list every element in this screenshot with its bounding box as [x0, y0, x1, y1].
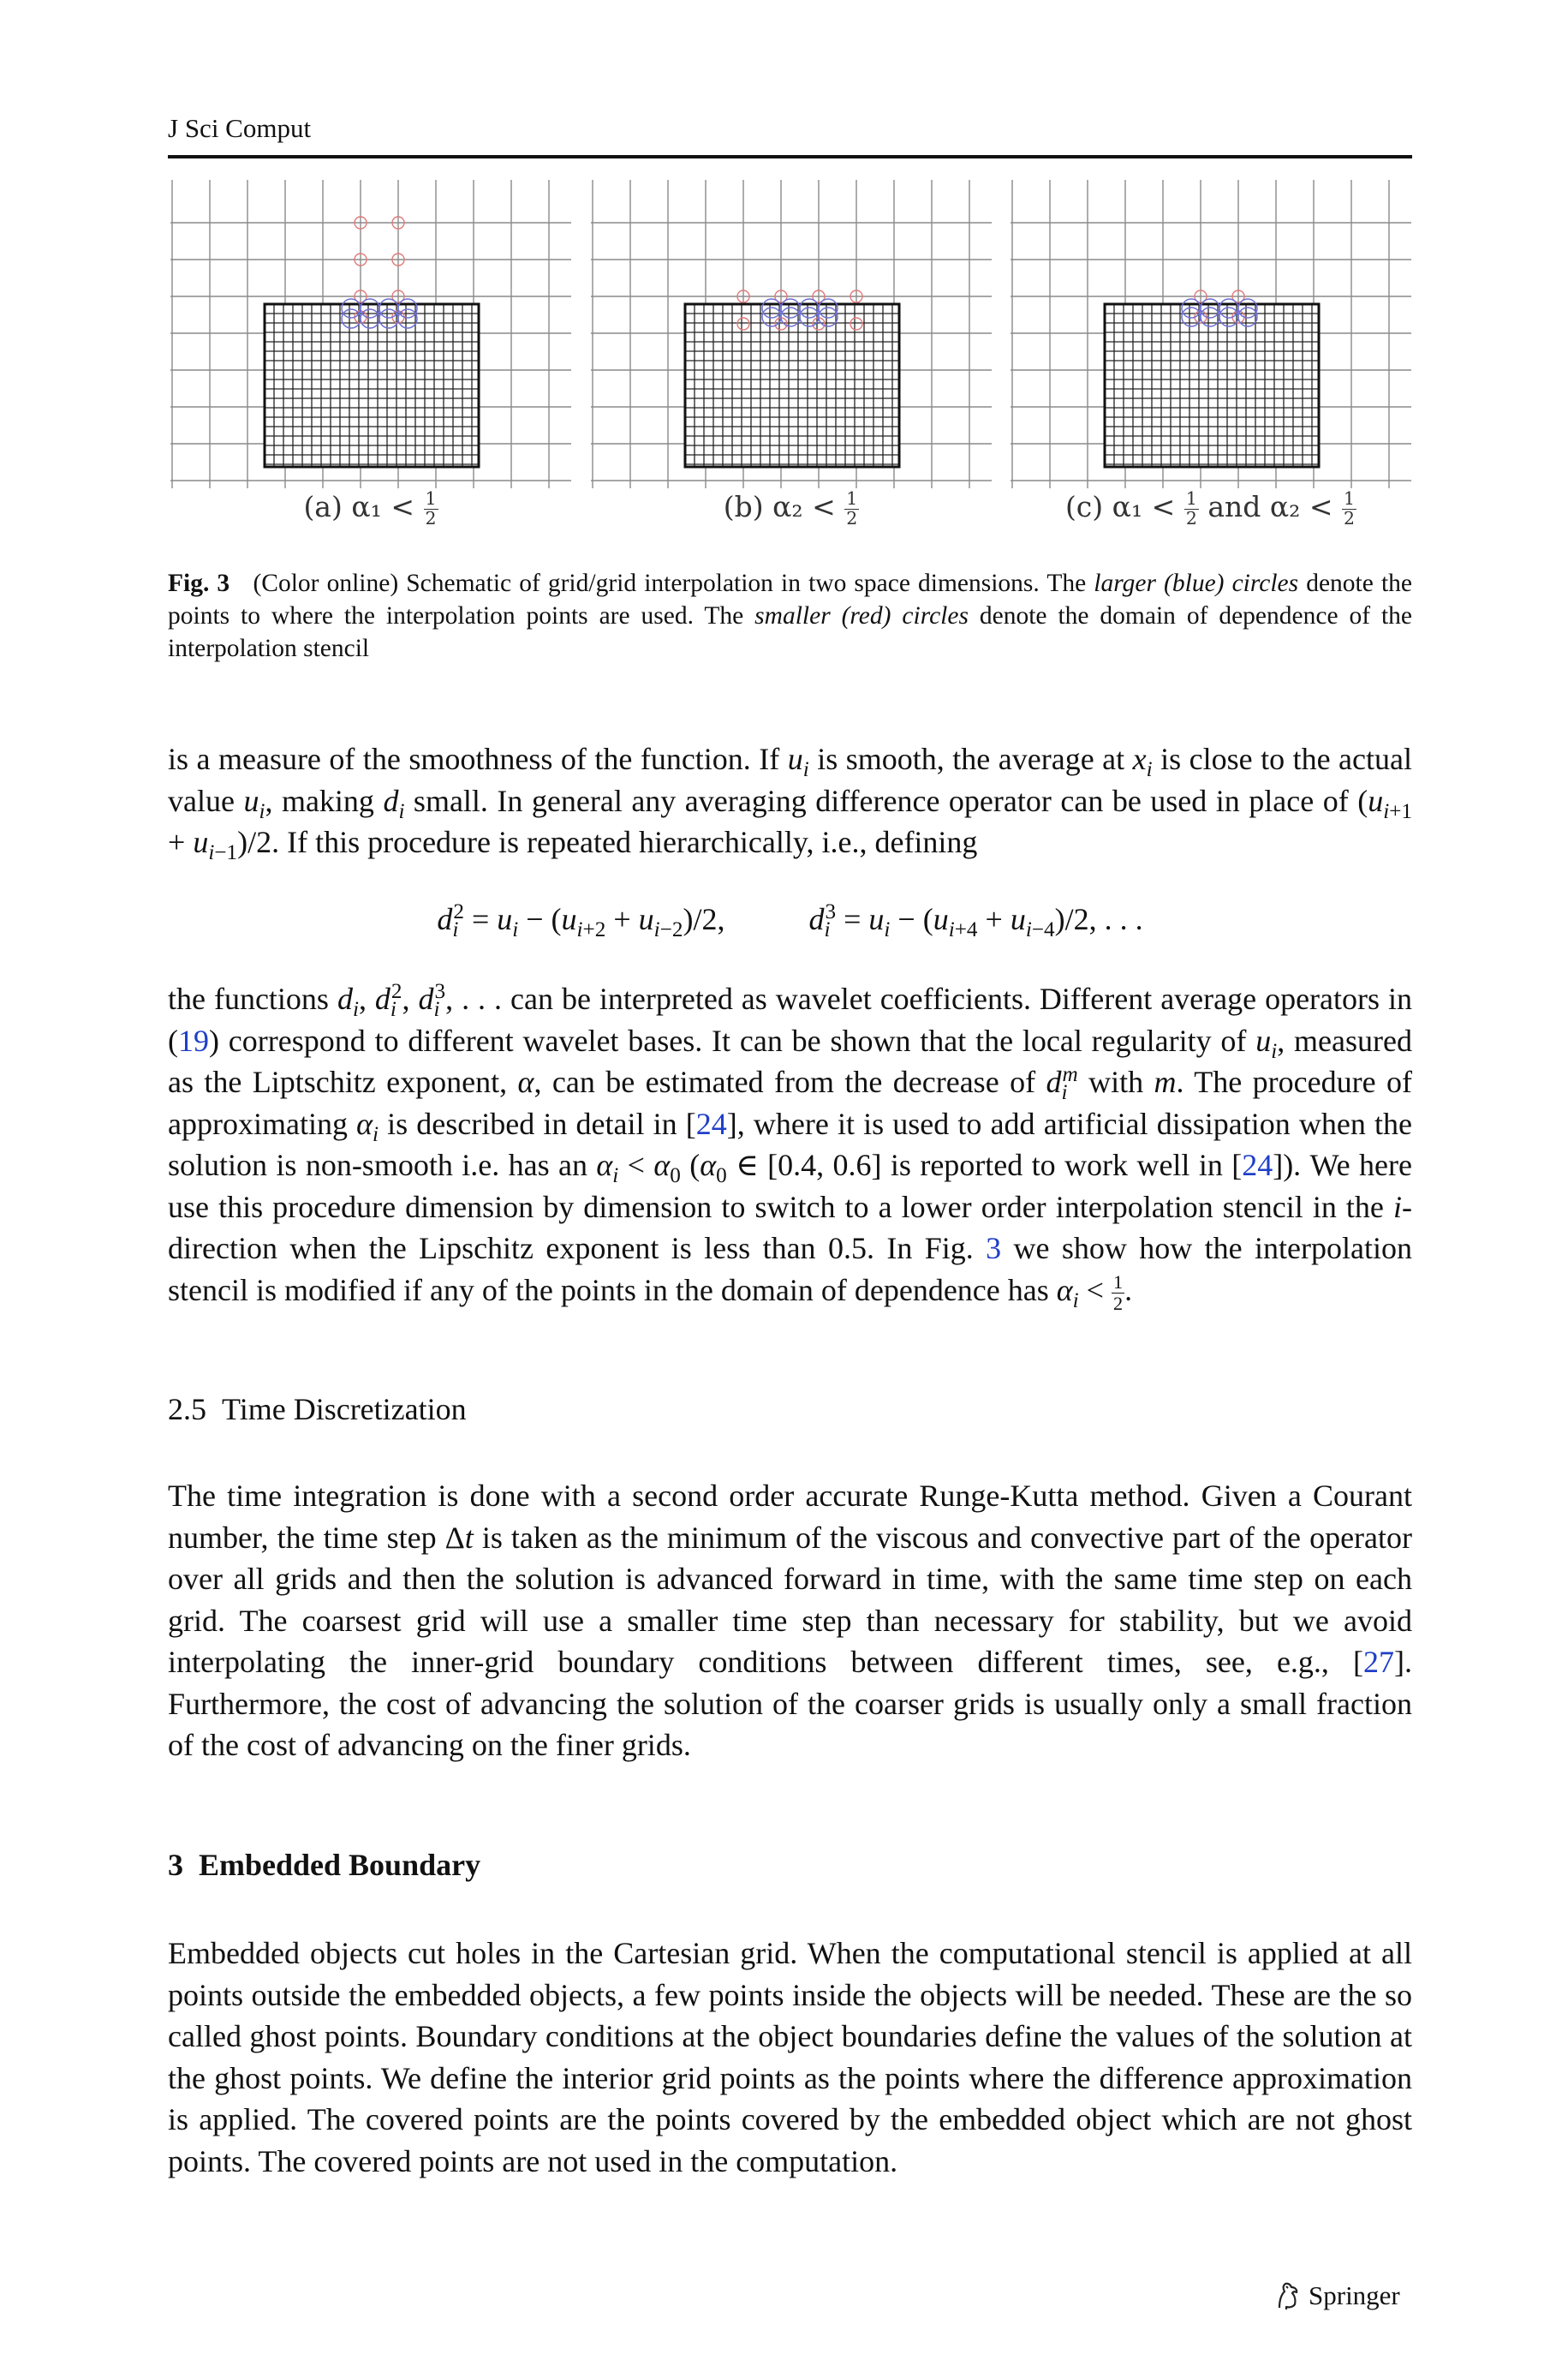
ref-eq-19[interactable]: 19	[178, 1023, 209, 1058]
paragraph-smoothness: is a measure of the smoothness of the function. If $u_i$ is smooth, the average at $x_i$ is close to the actual value $u_i$, making $d_i$ small. In general any averaging difference operator can be used in place of $(u_{i+1} + u_{i-1})/2$. If this procedure is repeated hierarchically, i.e., defining	[168, 742, 1413, 865]
paragraph-time-integration: The time integration is done with a second order accurate Runge-Kutta method. Given a Courant number, the time step Δt is taken as the minimum of the viscous and convective part of the operator over all grids and then the solution is advanced forward in time, with the same time step on each grid. The coarsest grid will use a smaller time step than necessary for stability, but we avoid interpolating the inner-grid boundary conditions between different times, see, e.g., [27]. Furthermore, the cost of advancing the solution of the coarser grids is usually only a small fraction of the cost of advancing on the finer grids.	[168, 1479, 1413, 1762]
grid-diagram-a	[170, 180, 571, 488]
paragraph-embedded-objects: Embedded objects cut holes in the Cartesian grid. When the computational stencil is applied at all points outside the embedded objects, a few points inside the objects will be needed. These are the so called ghost points. Boundary conditions at the object boundaries define the values of the solution at the ghost points. We define the interior grid points as the points where the difference approximation is applied. The covered points are the points covered by the embedded object which are not ghost points. The covered points are not used in the computation.	[168, 1936, 1412, 2178]
ref-fig-3[interactable]: 3	[986, 1231, 1002, 1265]
panel-label-b: (b) α₂ < $\frac{1}{2}$	[723, 488, 858, 529]
ref-27[interactable]: 27	[1363, 1645, 1394, 1679]
figure-panel-b	[591, 180, 992, 488]
section-heading-2-5: 2.5 Time Discretization	[168, 1392, 467, 1426]
publisher-footer	[1274, 2280, 1400, 2311]
section-heading-3: 3 Embedded Boundary	[168, 1848, 481, 1882]
equation-hierarchical: $d_i^2 = u_i - (u_{i+2} + u_{i-2})/2$, $d_i^3 = u_i - (u_{i+4} + u_{i-4})/2$, . . .	[437, 900, 1143, 942]
springer-horse-icon	[1274, 2281, 1302, 2310]
header-rule	[168, 155, 1412, 158]
panel-label-a: (a) α₁ < $\frac{1}{2}$	[303, 488, 437, 529]
fine-grid	[685, 304, 899, 467]
figure-caption: Fig. 3 (Color online) Schematic of grid/grid interpolation in two space dimensions. The larger (blue) circles denote the points to where the interpolation points are used. The smaller (red) circles denote the domain of dependence of the interpolation stencil	[168, 570, 1412, 662]
ref-24-second[interactable]: 24	[1242, 1148, 1273, 1182]
running-head: J Sci Comput	[168, 113, 312, 143]
panel-label-c: (c) α₁ < $\frac{1}{2}$ and α₂ < $\frac{1}{2}$	[1064, 488, 1356, 529]
figure-panel-c	[1011, 180, 1411, 488]
figure-label: Fig. 3	[168, 570, 230, 597]
figure-panel-a	[170, 180, 571, 488]
ref-24-first[interactable]: 24	[695, 1106, 727, 1141]
grid-diagram-c	[1011, 180, 1411, 488]
fine-grid	[1105, 304, 1319, 467]
publisher-name: Springer	[1309, 2280, 1400, 2310]
paragraph-wavelet: the functions $d_i$, $d_i^2$, $d_i^3$, . . . can be interpreted as wavelet coefficients. Different average operators in (19) correspond to different wavelet bases. It can be shown that the local regularity of $u_i$, measured as the Liptschitz exponent, α, can be estimated from the decrease of $d_i^m$ with m. The procedure of approximating $\alpha_i$ is described in detail in [24], where it is used to add artificial dissipation when the solution is non-smooth i.e. has an $\alpha_i < \alpha_0$ ($\alpha_0$ ∈ [0.4, 0.6] is reported to work well in [24]). We here use this procedure dimension by dimension to switch to a lower order interpolation stencil in the i-direction when the Lipschitz exponent is less than 0.5. In Fig. 3 we show how the interpolation stencil is modified if any of the points in the domain of dependence has $\alpha_i$ < $\frac{1}{2}$ .	[168, 980, 1413, 1314]
grid-diagram-b	[591, 180, 992, 488]
